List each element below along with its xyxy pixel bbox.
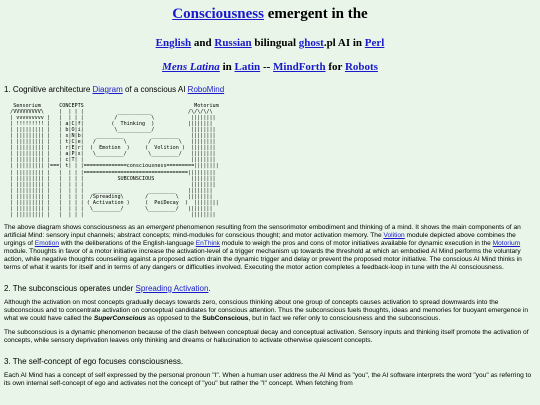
english-link[interactable]: English <box>155 37 192 49</box>
latin-link[interactable]: Latin <box>234 61 261 73</box>
para1-text-2: phenomenon resulting from the sensorimotor embodiment and thinking of a mind. It shows the main components of an artificial Mind: sensory input channels; abstract concepts; mind-modules for conscious thought; and motor activation memory. The <box>4 223 521 239</box>
emergent-text: emergent <box>146 223 175 231</box>
para2-text-3: , but in fact we refer only to consciousness and the subconscious. <box>248 314 441 322</box>
in-text: in <box>219 61 235 73</box>
paragraph-1 <box>4 224 536 272</box>
volition-link[interactable]: Volition <box>383 231 405 239</box>
architecture-diagram: Sensorium CONCEPTS Motorium /VVVVVVVVV\ | | | | ___________ /\/\/\/\ | vvvvvvvvv | | | | | / \ |||||||| | !!!!!!!!! | | a|C|f| ( Thinking ) |||||||| | ||||||||| | | b|O|i| \___________/ |||||||| | ||||||||| | | s|N|b| _________ _________ |||||||| | ||||||||| | | t|C|e| / \ / \ |||||||| | ||||||||| | | r|E|r| ( Emotion ) ( Volition ) |||||||| | ||||||||| | | a|P|s| \_________/ \_________/ |||||||| | ||||||||| | | c|T| | |||||||| | ||||||||| |===| t| | |==============consciousness=========|||||||| | ||||||||| | | | | |==================================||||||||| | ||||||||| | | | | | SUBCONSCIOUS |||||||| | ||||||||| | | | | | |||||||| | ||||||||| | | | | | _________ _________ |||||||| | ||||||||| | | | | | /Spreading\ / \ |||||||| | ||||||||| | | | | | ( Activation ) ( PeiDecay ) |||||||| | ||||||||| | | | | | \_________/ \_________/ |||||||| | ||||||||| | | | | | |||||||| <box>10 103 219 218</box>
emotion-link[interactable]: Emotion <box>34 239 59 247</box>
dashes-text: -- <box>260 61 274 73</box>
para1-text-4: with the deliberations of the English-language <box>59 239 196 247</box>
robomind-link[interactable]: RoboMind <box>187 85 225 94</box>
paragraph-3: The subconscious is a dynamic phenomenon because of the clash between conceptual decay and conceptual activation. Sensory inputs and thinking itself promote the activation of concepts, while sensory deprivation leaves only thinking and dreams or hallucination to activate otherwise quiescent concepts. <box>4 328 529 344</box>
for-text: for <box>325 61 345 73</box>
para1-text-3: module depicted above combines the urgings of <box>4 231 516 247</box>
para1-text-5: module to weigh the pros and cons of motor initiatives available for dynamic execution in the <box>219 239 493 247</box>
para2-text-2: as opposed to the <box>146 314 203 322</box>
pl-ai-text: .pl AI in <box>323 37 365 49</box>
bilingual-text: bilingual <box>251 37 299 49</box>
section-3-heading: 3. The self-concept of ego focuses consciousness. <box>4 356 184 366</box>
consciousness-link[interactable]: Consciousness <box>172 6 264 22</box>
spreading-activation-link[interactable]: Spreading Activation <box>135 283 209 293</box>
mens-latina-link[interactable]: Mens Latina <box>162 61 220 73</box>
paragraph-2 <box>4 299 536 323</box>
paragraph-4: Each AI Mind has a concept of self expressed by the personal pronoun "I". When a human user address the AI Mind as "you", the AI software interprets the word "you" as referring to its own internal self-concept of ego and activates not the concept of "you" but rather the "I" concept. When fetching from <box>4 371 532 387</box>
russian-link[interactable]: Russian <box>214 37 252 49</box>
superconscious-text: SuperConscious <box>93 314 147 322</box>
motorium-link[interactable]: Motorium <box>492 239 521 247</box>
and-text: and <box>191 37 215 49</box>
subconscious-text: SubConscious <box>202 314 249 322</box>
diagram-link[interactable]: Diagram <box>92 85 123 94</box>
subtitle-line-2 <box>4 37 536 49</box>
section-1-mid: of a conscious AI <box>122 85 188 94</box>
title-rest: emergent in the <box>263 6 368 22</box>
para2-text-1: Although the activation on most concepts gradually decays towards zero, conscious thinking about one group of concepts causes activation to spread downwards into the subconscious and to concentrate activation on conceptual candidates for conscious attention. Thus the subconscious fuels thoughts, ideas and memories for buoyant emergence in what we could have called the <box>4 298 529 322</box>
section-1-heading <box>4 85 536 94</box>
robots-link[interactable]: Robots <box>344 61 378 73</box>
section-2-suffix: . <box>208 283 211 293</box>
subtitle-line-3 <box>4 61 536 73</box>
perl-link[interactable]: Perl <box>364 37 385 49</box>
section-2-prefix: 2. The subconscious operates under <box>4 283 136 293</box>
ghost-link[interactable]: ghost <box>298 37 324 49</box>
para1-text-1: The above diagram shows consciousness as an <box>4 223 147 231</box>
page-title <box>4 6 536 23</box>
mindforth-link[interactable]: MindForth <box>273 61 326 73</box>
enthink-link[interactable]: EnThink <box>195 239 220 247</box>
section-1-prefix: 1. Cognitive architecture <box>4 85 93 94</box>
section-2-heading <box>4 284 536 293</box>
para1-text-6: module. Thoughts in favor of a motor initiative increase the activation-level of a trigger mechanism up towards the threshold at which an embodied AI Mind performs the voluntary action, while negative thoughts counseling against a proposed action drain the dynamic trigger and delay or prevent the proposed motor initiative. The conscious AI Mind thinks in terms of what it wants for itself and in terms of any dangers or difficulties involved. Executing the motor action completes a feedback-loop in tune with the AI consciousness. <box>4 247 522 271</box>
